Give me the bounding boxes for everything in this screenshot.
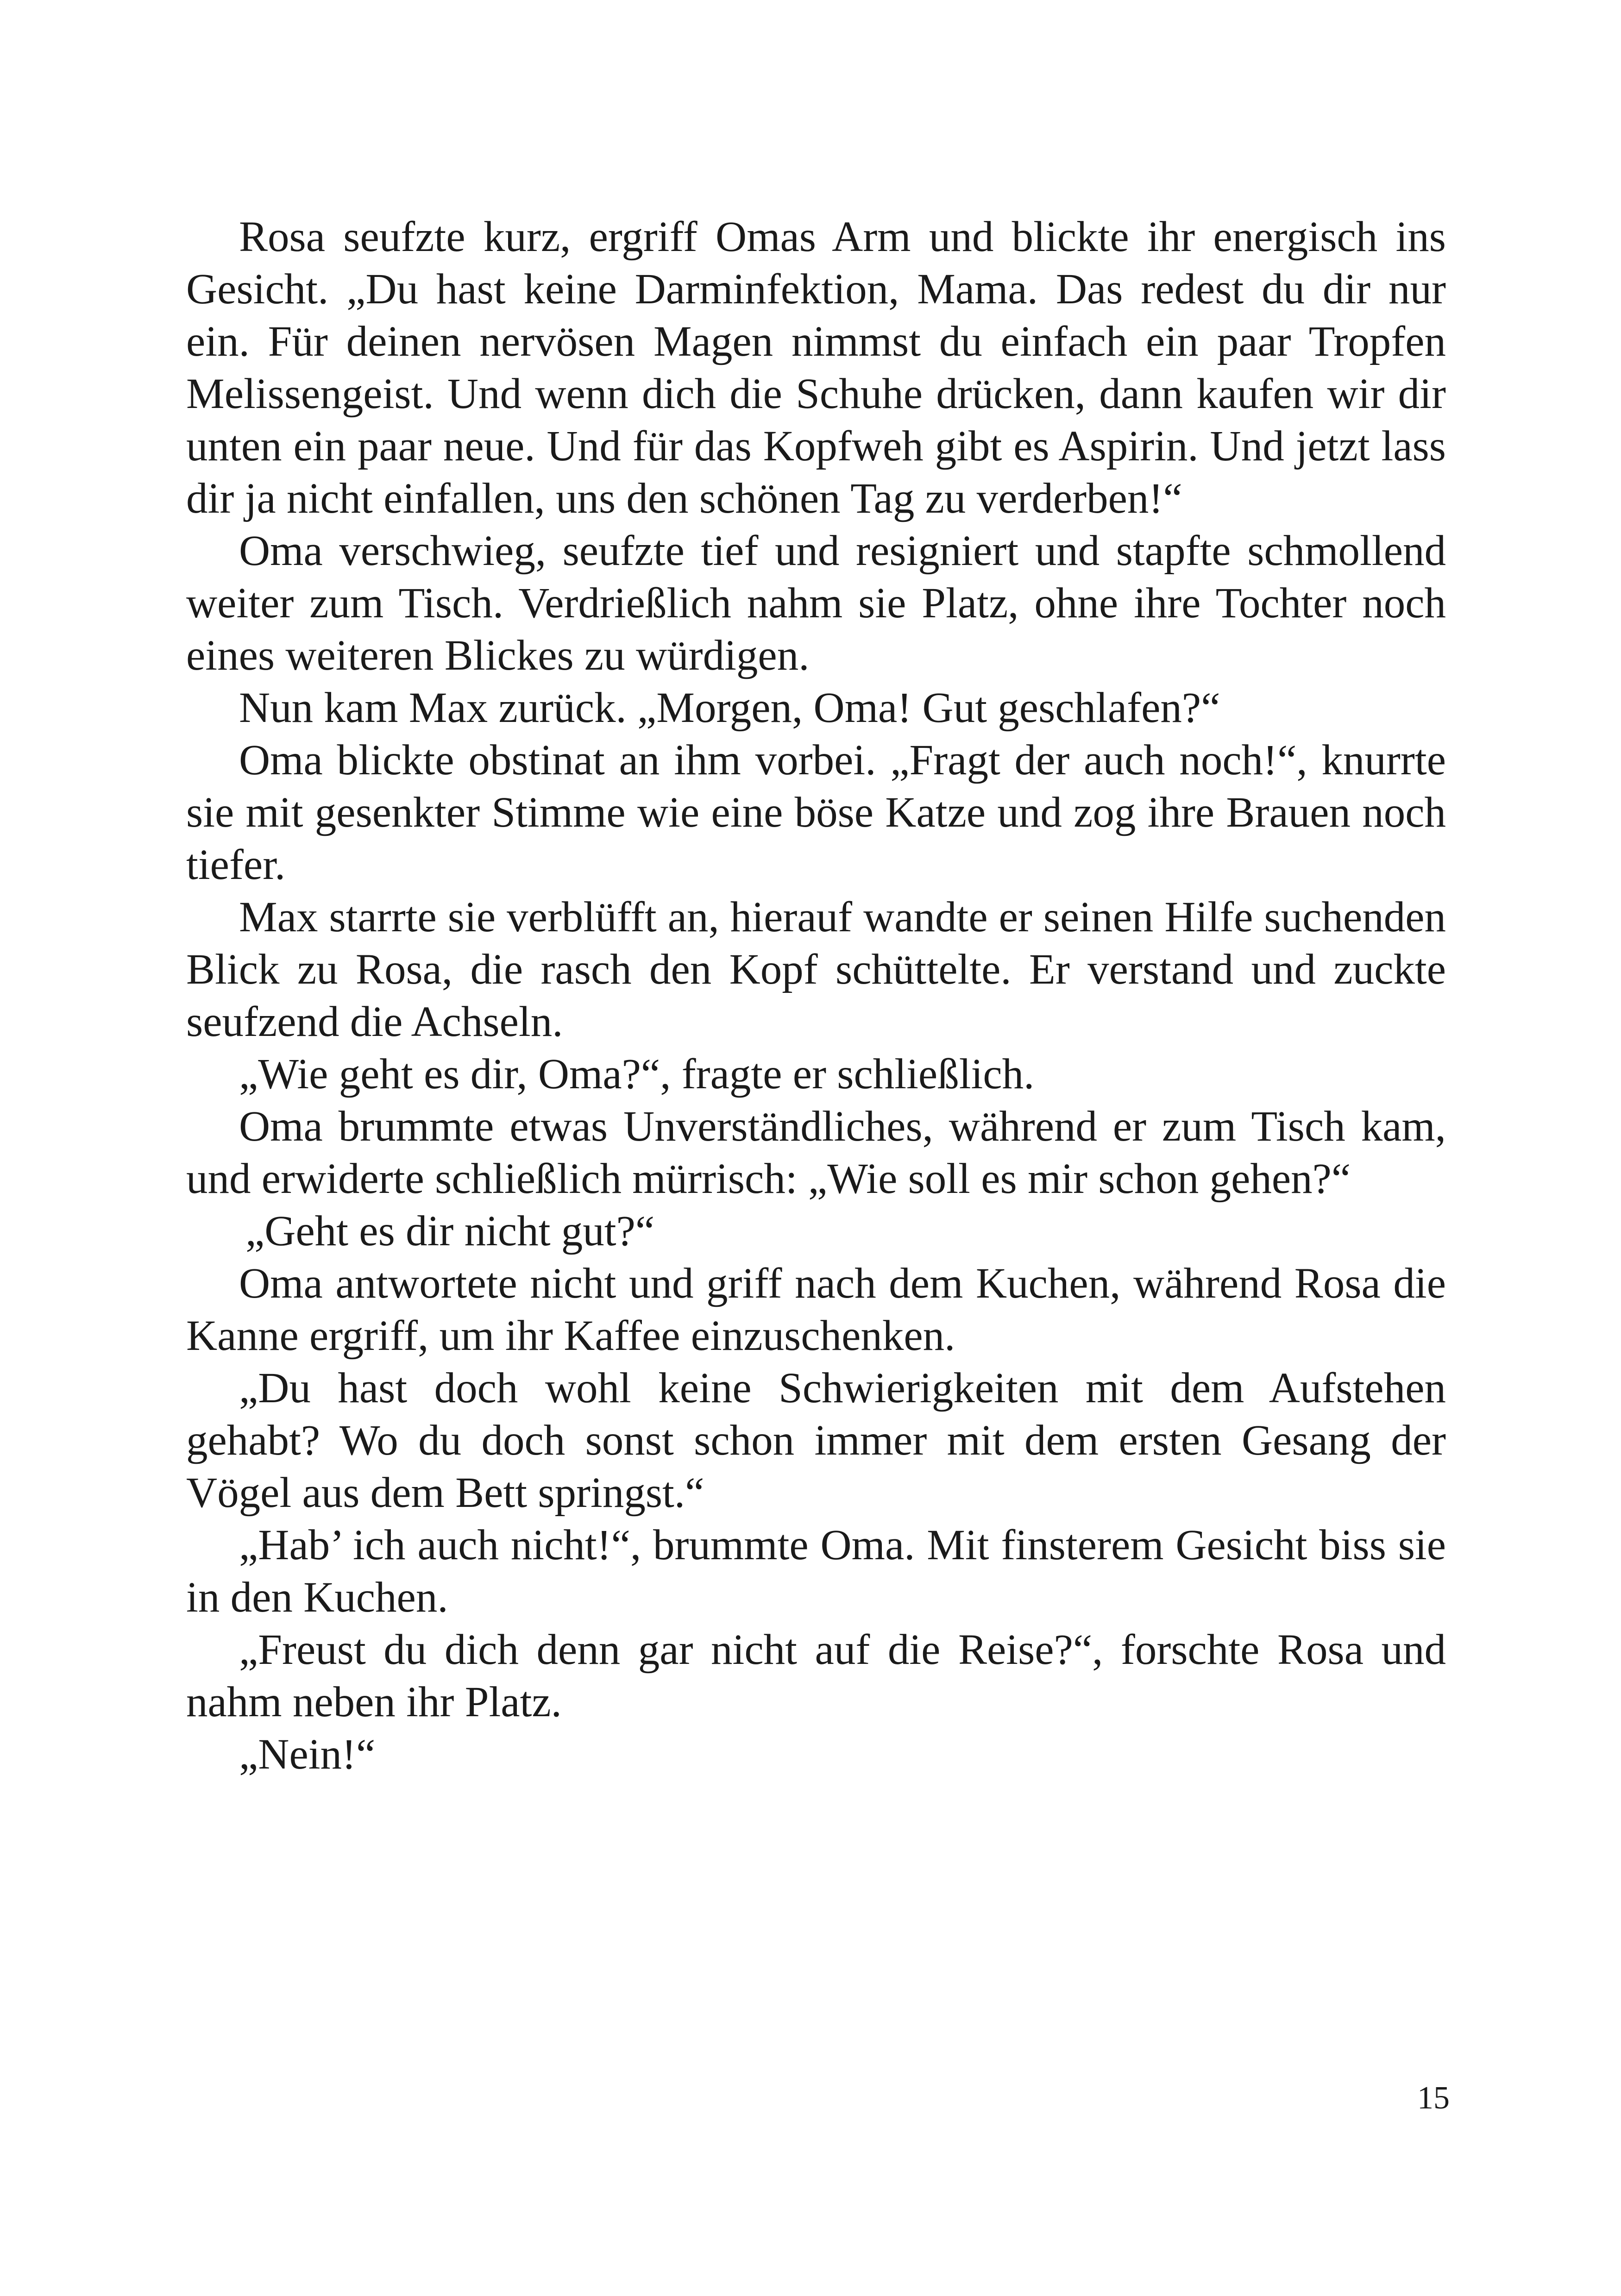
paragraph-5: Max starrte sie verblüfft an, hierauf wandte er seinen Hilfe suchenden Blick zu Rosa, die rasch den Kopf schüttelte. Er verstand und zuckte seufzend die Achseln. (186, 893, 1446, 1046)
paragraph-10: „Du hast doch wohl keine Schwierigkeiten mit dem Aufstehen gehabt? Wo du doch sonst schon immer mit dem ersten Gesang der Vögel aus dem Bett springst.“ (186, 1364, 1446, 1517)
paragraph-7: Oma brummte etwas Unverständliches, während er zum Tisch kam, und erwiderte schließlich mürrisch: „Wie soll es mir schon gehen?“ (186, 1103, 1446, 1203)
page-number: 15 (1417, 2080, 1450, 2116)
paragraph-8: „Geht es dir nicht gut?“ (245, 1207, 655, 1255)
body-text (186, 211, 1446, 1781)
paragraph-3: Nun kam Max zurück. „Morgen, Oma! Gut geschlafen?“ (239, 684, 1220, 732)
paragraph-4: Oma blickte obstinat an ihm vorbei. „Fragt der auch noch!“, knurrte sie mit gesenkter Stimme wie eine böse Katze und zog ihre Brauen noch tiefer. (186, 736, 1446, 889)
paragraph-6: „Wie geht es dir, Oma?“, fragte er schließlich. (239, 1050, 1035, 1098)
paragraph-9: Oma antwortete nicht und griff nach dem Kuchen, während Rosa die Kanne ergriff, um ihr Kaffee einzuschenken. (186, 1260, 1446, 1360)
paragraph-2: Oma verschwieg, seufzte tief und resigniert und stapfte schmollend weiter zum Tisch. Verdrießlich nahm sie Platz, ohne ihre Tochter noch eines weiteren Blickes zu würdigen. (186, 527, 1446, 679)
paragraph-12: „Freust du dich denn gar nicht auf die Reise?“, forschte Rosa und nahm neben ihr Platz. (186, 1626, 1446, 1726)
paragraph-13: „Nein!“ (239, 1731, 376, 1778)
paragraph-11: „Hab’ ich auch nicht!“, brummte Oma. Mit finsterem Gesicht biss sie in den Kuchen. (186, 1521, 1446, 1621)
paragraph-1: Rosa seufzte kurz, ergriff Omas Arm und blickte ihr energisch ins Gesicht. „Du hast keine Darminfektion, Mama. Das redest du dir nur ein. Für deinen nervösen Magen nimmst du einfach ein paar Tropfen Melissengeist. Und wenn dich die Schuhe drücken, dann kaufen wir dir unten ein paar neue. Und für das Kopfweh gibt es Aspirin. Und jetzt lass dir ja nicht einfallen, uns den schönen Tag zu verderben!“ (186, 213, 1446, 522)
